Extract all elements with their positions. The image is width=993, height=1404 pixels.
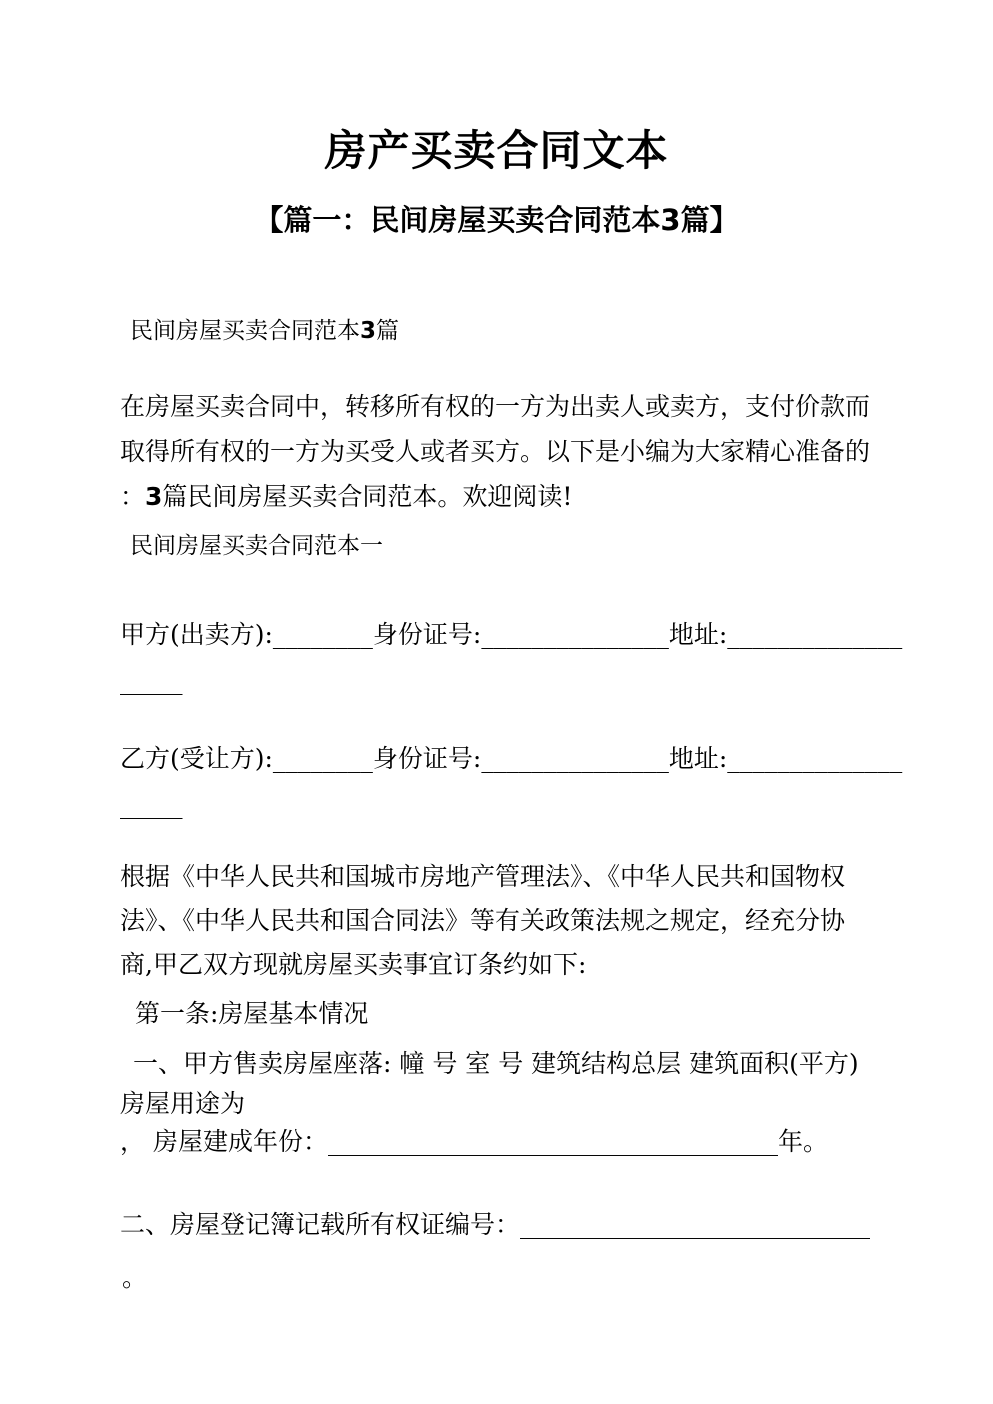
intro-paragraph-line-2: 取得所有权的一方为买受人或者买方。以下是小编为大家精心准备的: [120, 437, 871, 466]
house-location-paragraph: [120, 1044, 859, 1124]
intro-heading-number: 3: [360, 318, 377, 344]
party-a-line: 甲方(出卖方):________身份证号:_______________地址:______________: [120, 620, 903, 649]
intro-heading-post: 篇: [376, 318, 400, 344]
party-b-line: 乙方(受让方):________身份证号:_______________地址:______________: [120, 744, 903, 773]
intro-paragraph: [120, 384, 870, 519]
house-location-line-2: 房屋用途为: [120, 1089, 246, 1118]
sample-one-heading: 民间房屋买卖合同范本一: [130, 533, 383, 559]
house-location-line-1: 一、甲方售卖房屋座落: 幢 号 室 号 建筑结构总层 建筑面积(平方): [133, 1049, 859, 1078]
party-b-block: [120, 736, 902, 828]
subtitle-text-pre: 【篇一：民间房屋买卖合同范本: [254, 203, 661, 237]
intro-heading: [130, 312, 399, 345]
legal-basis-paragraph: [120, 855, 845, 987]
intro-heading-pre: 民间房屋买卖合同范本: [130, 318, 360, 344]
legal-basis-line-3: 商,甲乙双方现就房屋买卖事宜订条约如下:: [120, 950, 587, 979]
build-year-line: ， 房屋建成年份：____________________________________年。: [120, 1127, 828, 1156]
article-one-heading: 第一条:房屋基本情况: [135, 999, 369, 1028]
trailing-period: 。: [122, 1263, 148, 1292]
party-b-blank-continuation: _____: [120, 790, 183, 819]
legal-basis-line-2: 法》、《中华人民共和国合同法》等有关政策法规之规定，经充分协: [120, 906, 846, 935]
subtitle-text-post: 篇】: [680, 203, 739, 237]
intro-paragraph-line-3: [120, 474, 870, 519]
registration-number-line: 二、房屋登记簿记载所有权证编号：____________________________: [120, 1210, 871, 1239]
party-a-blank-continuation: _____: [120, 666, 183, 695]
legal-basis-line-1: 根据《中华人民共和国城市房地产管理法》、《中华人民共和国物权: [120, 862, 846, 891]
intro-line3-post: 篇民间房屋买卖合同范本。欢迎阅读!: [162, 482, 573, 511]
intro-paragraph-line-1: 在房屋买卖合同中，转移所有权的一方为出卖人或卖方，支付价款而: [120, 392, 871, 421]
intro-line3-number: 3: [145, 482, 163, 511]
section-subtitle: [0, 198, 993, 239]
party-a-block: [120, 612, 902, 704]
document-title: 房产买卖合同文本: [324, 126, 669, 175]
intro-line3-pre: ：: [120, 482, 146, 511]
subtitle-number: 3: [660, 203, 681, 237]
